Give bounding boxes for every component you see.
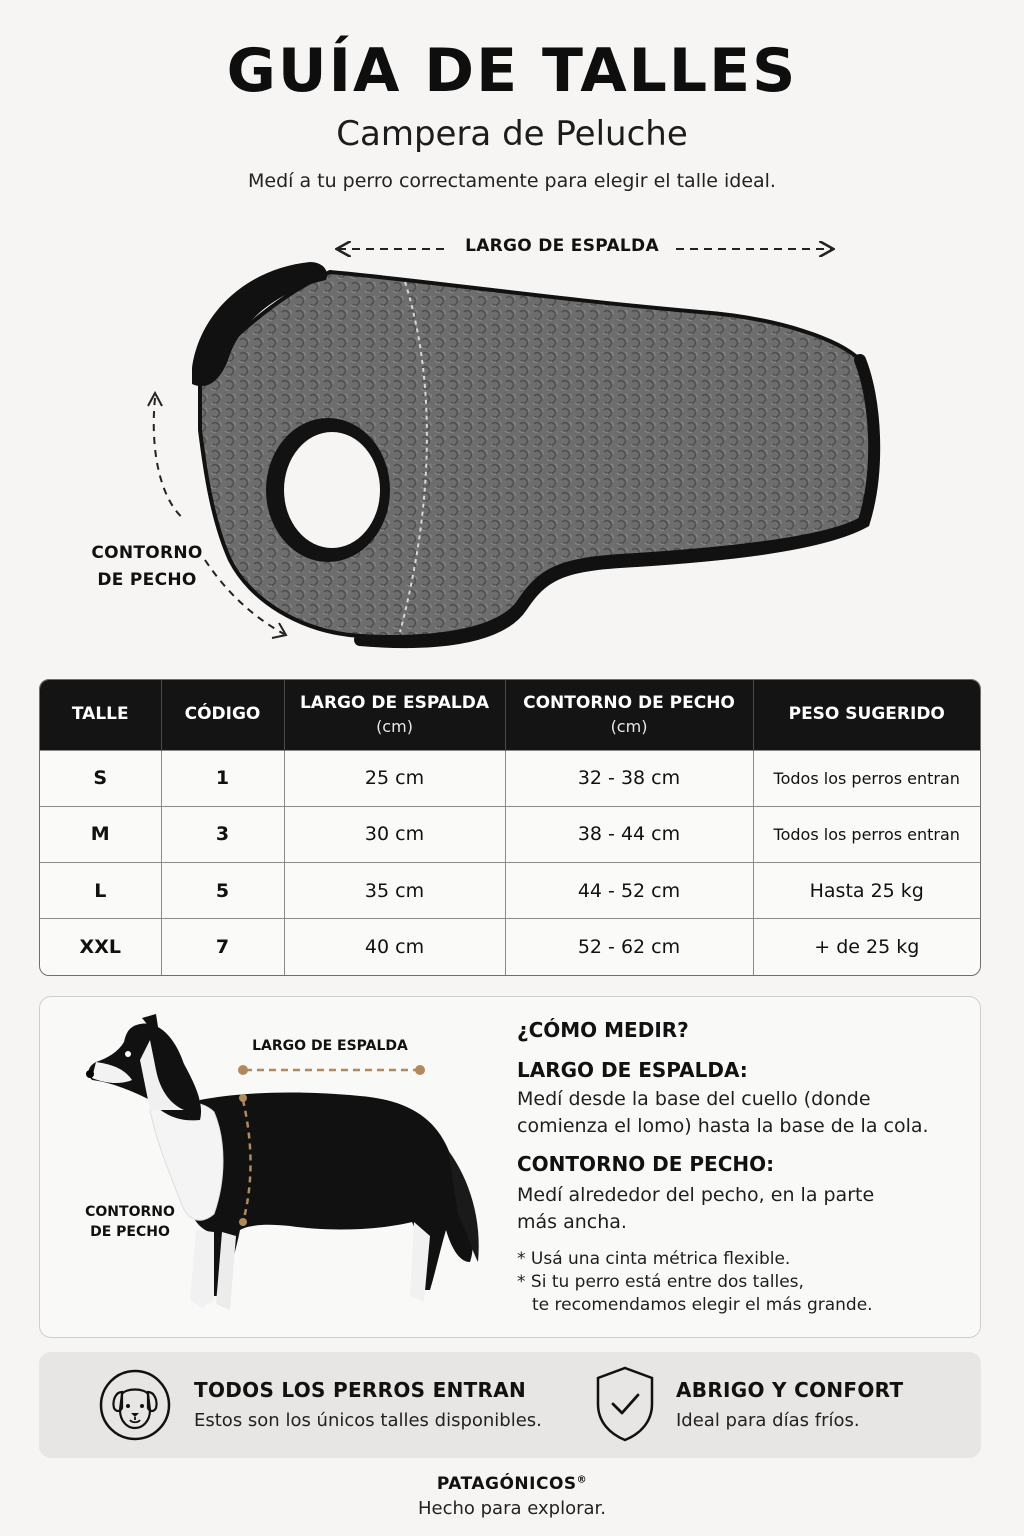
brand-text: PATAGÓNICOS bbox=[436, 1474, 577, 1494]
cell-largo: 30 cm bbox=[284, 806, 505, 862]
registered-mark: ® bbox=[576, 1474, 588, 1486]
cell-peso: Todos los perros entran bbox=[753, 750, 980, 806]
dog-chest-label-line1: CONTORNO bbox=[85, 1204, 175, 1220]
back-length-label: LARGO DE ESPALDA bbox=[465, 236, 659, 256]
brand-name bbox=[0, 1474, 1024, 1494]
dog-face-icon bbox=[98, 1368, 172, 1442]
size-table bbox=[39, 679, 981, 976]
page-title: GUÍA DE TALLES bbox=[226, 36, 798, 106]
features-band bbox=[39, 1352, 981, 1458]
chest-text-line1: Medí alrededor del pecho, en la parte bbox=[517, 1184, 875, 1206]
dog-chest-label-line2: DE PECHO bbox=[90, 1224, 170, 1240]
feature-warmth-text: Ideal para días fríos. bbox=[676, 1410, 860, 1431]
back-length-instructions bbox=[517, 1086, 967, 1140]
cell-contorno: 38 - 44 cm bbox=[505, 806, 753, 862]
cell-codigo: 5 bbox=[161, 863, 284, 919]
cell-talle: XXL bbox=[40, 919, 161, 975]
cell-peso: Hasta 25 kg bbox=[753, 863, 980, 919]
cell-peso: + de 25 kg bbox=[753, 919, 980, 975]
chest-label bbox=[72, 540, 222, 594]
header-peso: PESO SUGERIDO bbox=[753, 680, 980, 750]
cell-contorno: 32 - 38 cm bbox=[505, 750, 753, 806]
note-between-sizes: * Si tu perro está entre dos talles, bbox=[517, 1272, 804, 1292]
cell-largo: 35 cm bbox=[284, 863, 505, 919]
feature-warmth-title: ABRIGO Y CONFORT bbox=[676, 1378, 904, 1402]
table-row bbox=[40, 806, 980, 862]
header-contorno: CONTORNO DE PECHO (cm) bbox=[505, 680, 753, 750]
table-row bbox=[40, 863, 980, 919]
chest-instructions bbox=[517, 1182, 967, 1236]
intro-text: Medí a tu perro correctamente para elegir el talle ideal. bbox=[248, 170, 776, 192]
cell-contorno: 52 - 62 cm bbox=[505, 919, 753, 975]
cell-talle: M bbox=[40, 806, 161, 862]
dog-back-length-label: LARGO DE ESPALDA bbox=[252, 1038, 408, 1054]
table-row bbox=[40, 919, 980, 975]
page-subtitle: Campera de Peluche bbox=[336, 114, 688, 154]
table-row bbox=[40, 750, 980, 806]
dog-chest-label bbox=[70, 1202, 190, 1242]
cell-largo: 25 cm bbox=[284, 750, 505, 806]
cell-codigo: 7 bbox=[161, 919, 284, 975]
chest-heading: CONTORNO DE PECHO: bbox=[517, 1152, 775, 1176]
chest-text-line2: más ancha. bbox=[517, 1211, 627, 1233]
chest-label-line2: DE PECHO bbox=[97, 570, 197, 590]
back-length-heading: LARGO DE ESPALDA: bbox=[517, 1058, 748, 1082]
back-text-line2: comienza el lomo) hasta la base de la cola. bbox=[517, 1115, 929, 1137]
header-codigo: CÓDIGO bbox=[161, 680, 284, 750]
shield-check-icon bbox=[592, 1364, 658, 1444]
cell-talle: L bbox=[40, 863, 161, 919]
table-header-row bbox=[40, 680, 980, 750]
note-recommend-larger: te recomendamos elegir el más grande. bbox=[532, 1295, 873, 1315]
cell-contorno: 44 - 52 cm bbox=[505, 863, 753, 919]
header-talle: TALLE bbox=[40, 680, 161, 750]
jacket-illustration bbox=[0, 215, 1024, 675]
chest-label-line1: CONTORNO bbox=[91, 543, 203, 563]
cell-codigo: 3 bbox=[161, 806, 284, 862]
feature-all-dogs-title: TODOS LOS PERROS ENTRAN bbox=[194, 1378, 527, 1402]
how-to-title: ¿CÓMO MEDIR? bbox=[517, 1018, 689, 1042]
brand-tagline: Hecho para explorar. bbox=[417, 1498, 606, 1519]
header-largo: LARGO DE ESPALDA (cm) bbox=[284, 680, 505, 750]
feature-all-dogs-text: Estos son los únicos talles disponibles. bbox=[194, 1410, 542, 1431]
cell-talle: S bbox=[40, 750, 161, 806]
note-tape: * Usá una cinta métrica flexible. bbox=[517, 1249, 791, 1269]
back-text-line1: Medí desde la base del cuello (donde bbox=[517, 1088, 871, 1110]
cell-peso: Todos los perros entran bbox=[753, 806, 980, 862]
cell-largo: 40 cm bbox=[284, 919, 505, 975]
cell-codigo: 1 bbox=[161, 750, 284, 806]
